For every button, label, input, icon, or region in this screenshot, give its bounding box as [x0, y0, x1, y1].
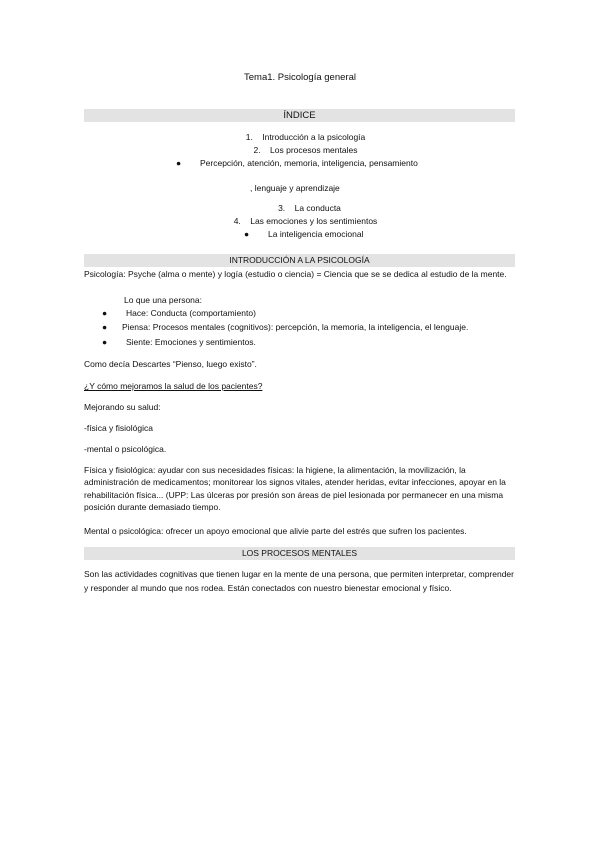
index-item-6-text: La inteligencia emocional [268, 229, 364, 239]
physical-paragraph: Física y fisiológica: ayudar con sus necesidades físicas: la higiene, la alimentación, la movilización, la administración de medicamentos; monitorear los signos vitales, atender heridas, evitar infecciones, apoyar en la rehabilitación física... (UPP: Las úlceras por presión son áreas de piel lesionada por permanecer en una misma posición durante demasiado tiempo. [84, 465, 506, 512]
index-item-4: 3. La conducta [278, 203, 341, 213]
bullet-piensa-text: Piensa: Procesos mentales (cognitivos): percepción, la memoria, la inteligencia, el lenguaje. [122, 322, 469, 332]
index-item-3-continued: , lenguaje y aprendizaje [250, 183, 340, 193]
descartes-quote: Como decía Descartes “Pienso, luego existo”. [84, 359, 257, 369]
psychology-definition: Psicología: Psyche (alma o mente) y logía (estudio o ciencia) = Ciencia que se se dedica al estudio de la mente. [84, 269, 507, 279]
bullet-hace-text: Hace: Conducta (comportamiento) [126, 308, 256, 318]
processes-heading: LOS PROCESOS MENTALES [84, 547, 515, 560]
bullet-piensa [102, 321, 468, 333]
index-item-2: 2. Los procesos mentales [253, 145, 358, 155]
bullet-icon: ● [176, 158, 182, 168]
answer-mental: -mental o psicológica. [84, 444, 167, 454]
intro-heading: INTRODUCCIÓN A LA PSICOLOGÍA [84, 254, 515, 267]
person-lead: Lo que una persona: [124, 295, 202, 305]
index-item-6 [244, 228, 363, 240]
bullet-icon: ● [102, 308, 108, 318]
answer-physical: -física y fisiológica [84, 423, 153, 433]
bullet-siente-text: Siente: Emociones y sentimientos. [126, 337, 256, 347]
mental-paragraph: Mental o psicológica: ofrecer un apoyo emocional que alivie parte del estrés que sufren los pacientes. [84, 526, 467, 536]
bullet-icon: ● [102, 337, 108, 347]
index-item-1: 1. Introducción a la psicología [245, 132, 366, 142]
question-heading [84, 380, 515, 392]
index-item-3-text: Percepción, atención, memoria, inteligencia, pensamiento [200, 158, 418, 168]
index-item-5: 4. Las emociones y los sentimientos [233, 216, 378, 226]
answer-lead: Mejorando su salud: [84, 402, 161, 412]
index-item-3 [176, 157, 418, 169]
question-text: ¿Y cómo mejoramos la salud de los pacientes? [84, 381, 263, 391]
bullet-icon: ● [244, 229, 250, 239]
index-heading: ÍNDICE [84, 109, 515, 122]
bullet-siente [102, 336, 256, 348]
bullet-icon: ● [102, 322, 108, 332]
processes-paragraph: Son las actividades cognitivas que tienen lugar en la mente de una persona, que permiten interpretar, comprender y responder al mundo que nos rodea. Están conectados con nuestro bienestar emocional y físico. [84, 569, 514, 594]
bullet-hace [102, 307, 256, 319]
document-title: Tema1. Psicología general [244, 72, 356, 83]
